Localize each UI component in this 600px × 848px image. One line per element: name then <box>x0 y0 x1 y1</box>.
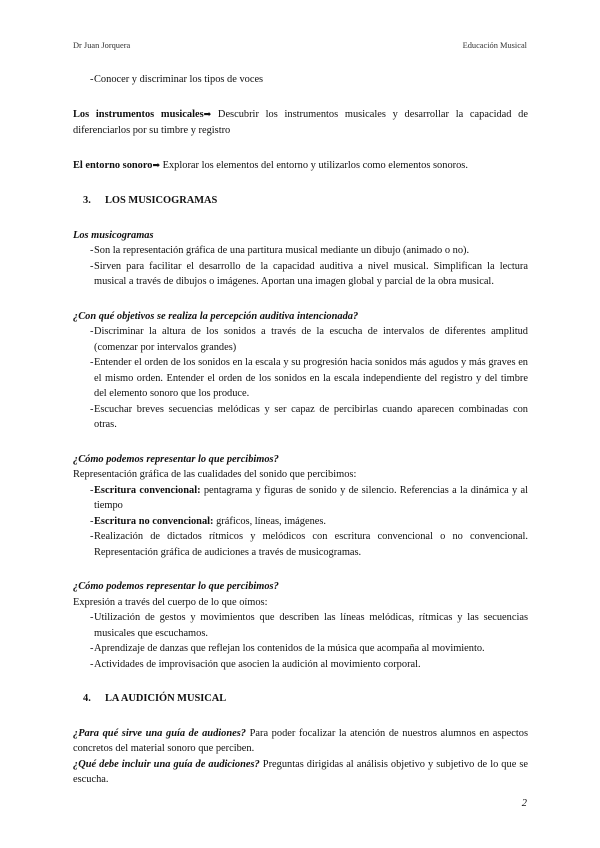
arrow-right-icon: ➡ <box>203 109 212 120</box>
header-subject: Educación Musical <box>462 41 527 50</box>
list-item: - Utilización de gestos y movimientos que describen las líneas melódicas, rítmicas y las secuencias musicales que escuchamos. <box>73 610 528 641</box>
expresion-list <box>73 610 528 672</box>
page-number: 2 <box>521 798 527 809</box>
representar-list <box>73 483 528 561</box>
representar-lead: Representación gráfica de las cualidades del sonido que percibimos: <box>73 469 357 480</box>
section-3-heading <box>83 193 528 209</box>
musicogramas-list <box>73 243 528 290</box>
list-item: - Aprendizaje de danzas que reflejan los contenidos de la música que acompaña al movimiento. <box>73 641 528 657</box>
section-title: LOS MUSICOGRAMAS <box>105 195 218 206</box>
entorno-text: Explorar los elementos del entorno y utilizarlos como elementos sonoros. <box>160 159 468 171</box>
list-item: - Discriminar la altura de los sonidos a través de la escucha de intervalos de diferentes amplitud (comenzar por intervalos grandes) <box>73 324 528 355</box>
page-content <box>73 72 528 788</box>
list-item <box>73 483 528 514</box>
item-text: gráficos, líneas, imágenes. <box>213 515 327 527</box>
item-text: Realización de dictados rítmicos y melódicos con escritura convencional o no convencional. Representación gráfica de audiciones a través de musicogramas. <box>94 531 528 558</box>
item-text: pentagrama y figuras de sonido y de silencio. Referencias a la dinámica y al tiempo <box>94 484 528 511</box>
entorno-label: El entorno sonoro <box>73 159 153 171</box>
objetivos-heading: ¿Con qué objetivos se realiza la percepción auditiva intencionada? <box>73 310 359 322</box>
section-number: 3. <box>83 195 91 206</box>
expresion-heading: ¿Cómo podemos representar lo que percibimos? <box>73 581 279 592</box>
instrumentos-label: Los instrumentos musicales <box>73 108 204 120</box>
guia-answer: Preguntas dirigidas al análisis objetivo y subjetivo de lo que se escucha. <box>73 758 528 785</box>
guia-question: ¿Qué debe incluir una guía de audiciones? <box>73 758 260 770</box>
list-item: - Entender el orden de los sonidos en la escala y su progresión hacia sonidos más agudos y más graves en el mismo orden. Entender el orden de los sonidos en la escala independiente del registro y del timbre del elemento sonoro que los produce. <box>73 355 528 402</box>
list-item <box>73 514 528 530</box>
representar-heading: ¿Cómo podemos representar lo que percibimos? <box>73 453 279 465</box>
list-item: - Sirven para facilitar el desarrollo de la capacidad auditiva a nivel musical. Simplifican la lectura musical a través de dibujos o imágenes. Aportan una imagen global y parcial de la obra musical. <box>73 259 528 290</box>
list-item: - Actividades de improvisación que asocien la audición al movimiento corporal. <box>73 657 528 673</box>
expresion-lead: Expresión a través del cuerpo de lo que oímos: <box>73 596 268 608</box>
objetivos-list <box>73 324 528 433</box>
list-item: - Son la representación gráfica de una partitura musical mediante un dibujo (animado o no). <box>73 243 528 259</box>
guia-question: ¿Para qué sirve una guía de audiones? <box>73 727 246 739</box>
section-number: 4. <box>83 693 91 704</box>
entorno-paragraph <box>73 158 528 175</box>
guia-q1-paragraph <box>73 726 528 757</box>
list-item: - Escuchar breves secuencias melódicas y ser capaz de percibirlas cuando aparecen combinadas con otras. <box>73 402 528 433</box>
section-4-heading <box>83 691 528 707</box>
item-label: Escritura convencional: <box>94 484 201 496</box>
musicogramas-heading: Los musicogramas <box>73 229 154 241</box>
list-item <box>73 529 528 560</box>
guia-answer: Para poder focalizar la atención de nuestros alumnos en aspectos concretos del material sonoro que perciben. <box>73 727 528 754</box>
instrumentos-paragraph <box>73 107 528 139</box>
header-author: Dr Juan Jorquera <box>73 41 131 50</box>
item-label: Escritura no convencional: <box>94 515 214 527</box>
list-item: - Conocer y discriminar los tipos de voces <box>73 72 528 88</box>
arrow-right-icon: ➡ <box>152 160 161 171</box>
section-title: LA AUDICIÓN MUSICAL <box>105 693 227 704</box>
instrumentos-text: Descubrir los instrumentos musicales y desarrollar la capacidad de diferenciarlos por su timbre y registro <box>73 108 528 136</box>
intro-list <box>73 72 528 88</box>
guia-q2-paragraph <box>73 757 528 788</box>
